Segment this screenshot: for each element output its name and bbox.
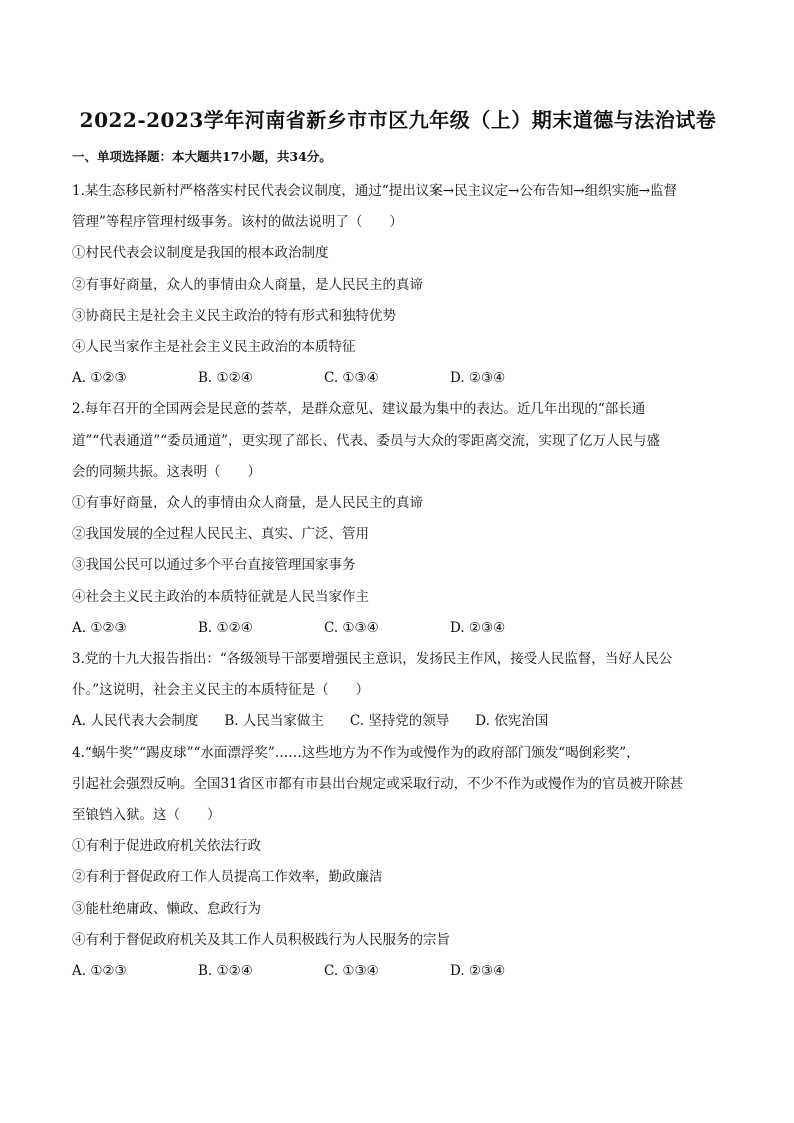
statement-item: ②有利于督促政府工作人员提高工作效率，勤政廉洁 xyxy=(72,869,383,886)
question-stem-line: 会的同频共振。这表明（ ） xyxy=(72,463,261,480)
statement-item: ④人民当家作主是社会主义民主政治的本质特征 xyxy=(72,339,356,356)
statement-item: ②有事好商量，众人的事情由众人商量，是人民民主的真谛 xyxy=(72,276,423,293)
option-b[interactable]: B. ①②④ xyxy=(198,619,253,636)
question-4 xyxy=(72,738,724,988)
statement-item: ③协商民主是社会主义民主政治的特有形式和独特优势 xyxy=(72,307,396,324)
option-c[interactable]: C. ①③④ xyxy=(324,963,379,980)
answer-options xyxy=(72,706,724,737)
option-b[interactable]: B. ①②④ xyxy=(198,370,253,387)
statement-item: ①有利于促进政府机关依法行政 xyxy=(72,838,261,855)
option-b[interactable]: B. ①②④ xyxy=(198,963,253,980)
option-d[interactable]: D. ②③④ xyxy=(450,619,506,636)
question-stem-line: 引起社会强烈反响。全国31省区市都有市县出台规定或采取行动，不少不作为或慢作为的官员被开除甚 xyxy=(72,775,684,792)
statement-item: ④有利于督促政府机关及其工作人员积极践行为人民服务的宗旨 xyxy=(72,931,450,948)
answer-options xyxy=(72,363,724,394)
answer-options xyxy=(72,956,724,987)
section-heading: 一、单项选择题：本大题共17小题，共34分。 xyxy=(72,149,332,164)
question-stem-line: 2.每年召开的全国两会是民意的荟萃，是群众意见、建议最为集中的表达。近几年出现的“部长通 xyxy=(72,401,646,418)
question-stem-line: 道”“代表通道”“委员通道”，更实现了部长、代表、委员与大众的零距离交流，实现了亿万人民与盛 xyxy=(72,432,661,449)
option-d[interactable]: D. 依宪治国 xyxy=(475,713,549,730)
option-d[interactable]: D. ②③④ xyxy=(450,370,506,387)
option-d[interactable]: D. ②③④ xyxy=(450,963,506,980)
option-c[interactable]: C. 坚持党的领导 xyxy=(349,713,450,730)
exam-title: 2022-2023学年河南省新乡市市区九年级（上）期末道德与法治试卷 xyxy=(79,108,717,132)
option-c[interactable]: C. ①③④ xyxy=(324,370,379,387)
option-a[interactable]: A. 人民代表大会制度 xyxy=(72,713,199,730)
option-c[interactable]: C. ①③④ xyxy=(324,619,379,636)
option-a[interactable]: A. ①②③ xyxy=(72,370,127,387)
question-1 xyxy=(72,176,724,394)
question-stem-line: 管理”等程序管理村级事务。该村的做法说明了（ ） xyxy=(72,214,403,231)
option-a[interactable]: A. ①②③ xyxy=(72,619,127,636)
question-3 xyxy=(72,644,724,738)
option-a[interactable]: A. ①②③ xyxy=(72,963,127,980)
question-2 xyxy=(72,394,724,644)
statement-item: ③能杜绝庸政、懒政、怠政行为 xyxy=(72,900,261,917)
question-stem-line: 至锒铛入狱。这（ ） xyxy=(72,807,221,824)
question-stem-line: 仆。”这说明，社会主义民主的本质特征是（ ） xyxy=(72,682,370,699)
statement-item: ①村民代表会议制度是我国的根本政治制度 xyxy=(72,245,329,262)
statement-item: ①有事好商量，众人的事情由众人商量，是人民民主的真谛 xyxy=(72,495,423,512)
option-b[interactable]: B. 人民当家做主 xyxy=(224,713,324,730)
statement-item: ③我国公民可以通过多个平台直接管理国家事务 xyxy=(72,557,356,574)
statement-item: ②我国发展的全过程人民民主、真实、广泛、管用 xyxy=(72,526,369,543)
answer-options xyxy=(72,613,724,644)
statement-item: ④社会主义民主政治的本质特征就是人民当家作主 xyxy=(72,588,369,605)
question-stem-line: 1.某生态移民新村严格落实村民代表会议制度，通过“提出议案→民主议定→公布告知→组织实施→监督 xyxy=(72,183,678,199)
question-stem-line: 4.“蜗牛奖”“踢皮球”“水面漂浮奖”……这些地方为不作为或慢作为的政府部门颁发“喝倒彩奖”， xyxy=(72,744,640,761)
question-stem-line: 3.党的十九大报告指出：“各级领导干部要增强民主意识，发扬民主作风，接受人民监督，当好人民公 xyxy=(72,651,673,668)
